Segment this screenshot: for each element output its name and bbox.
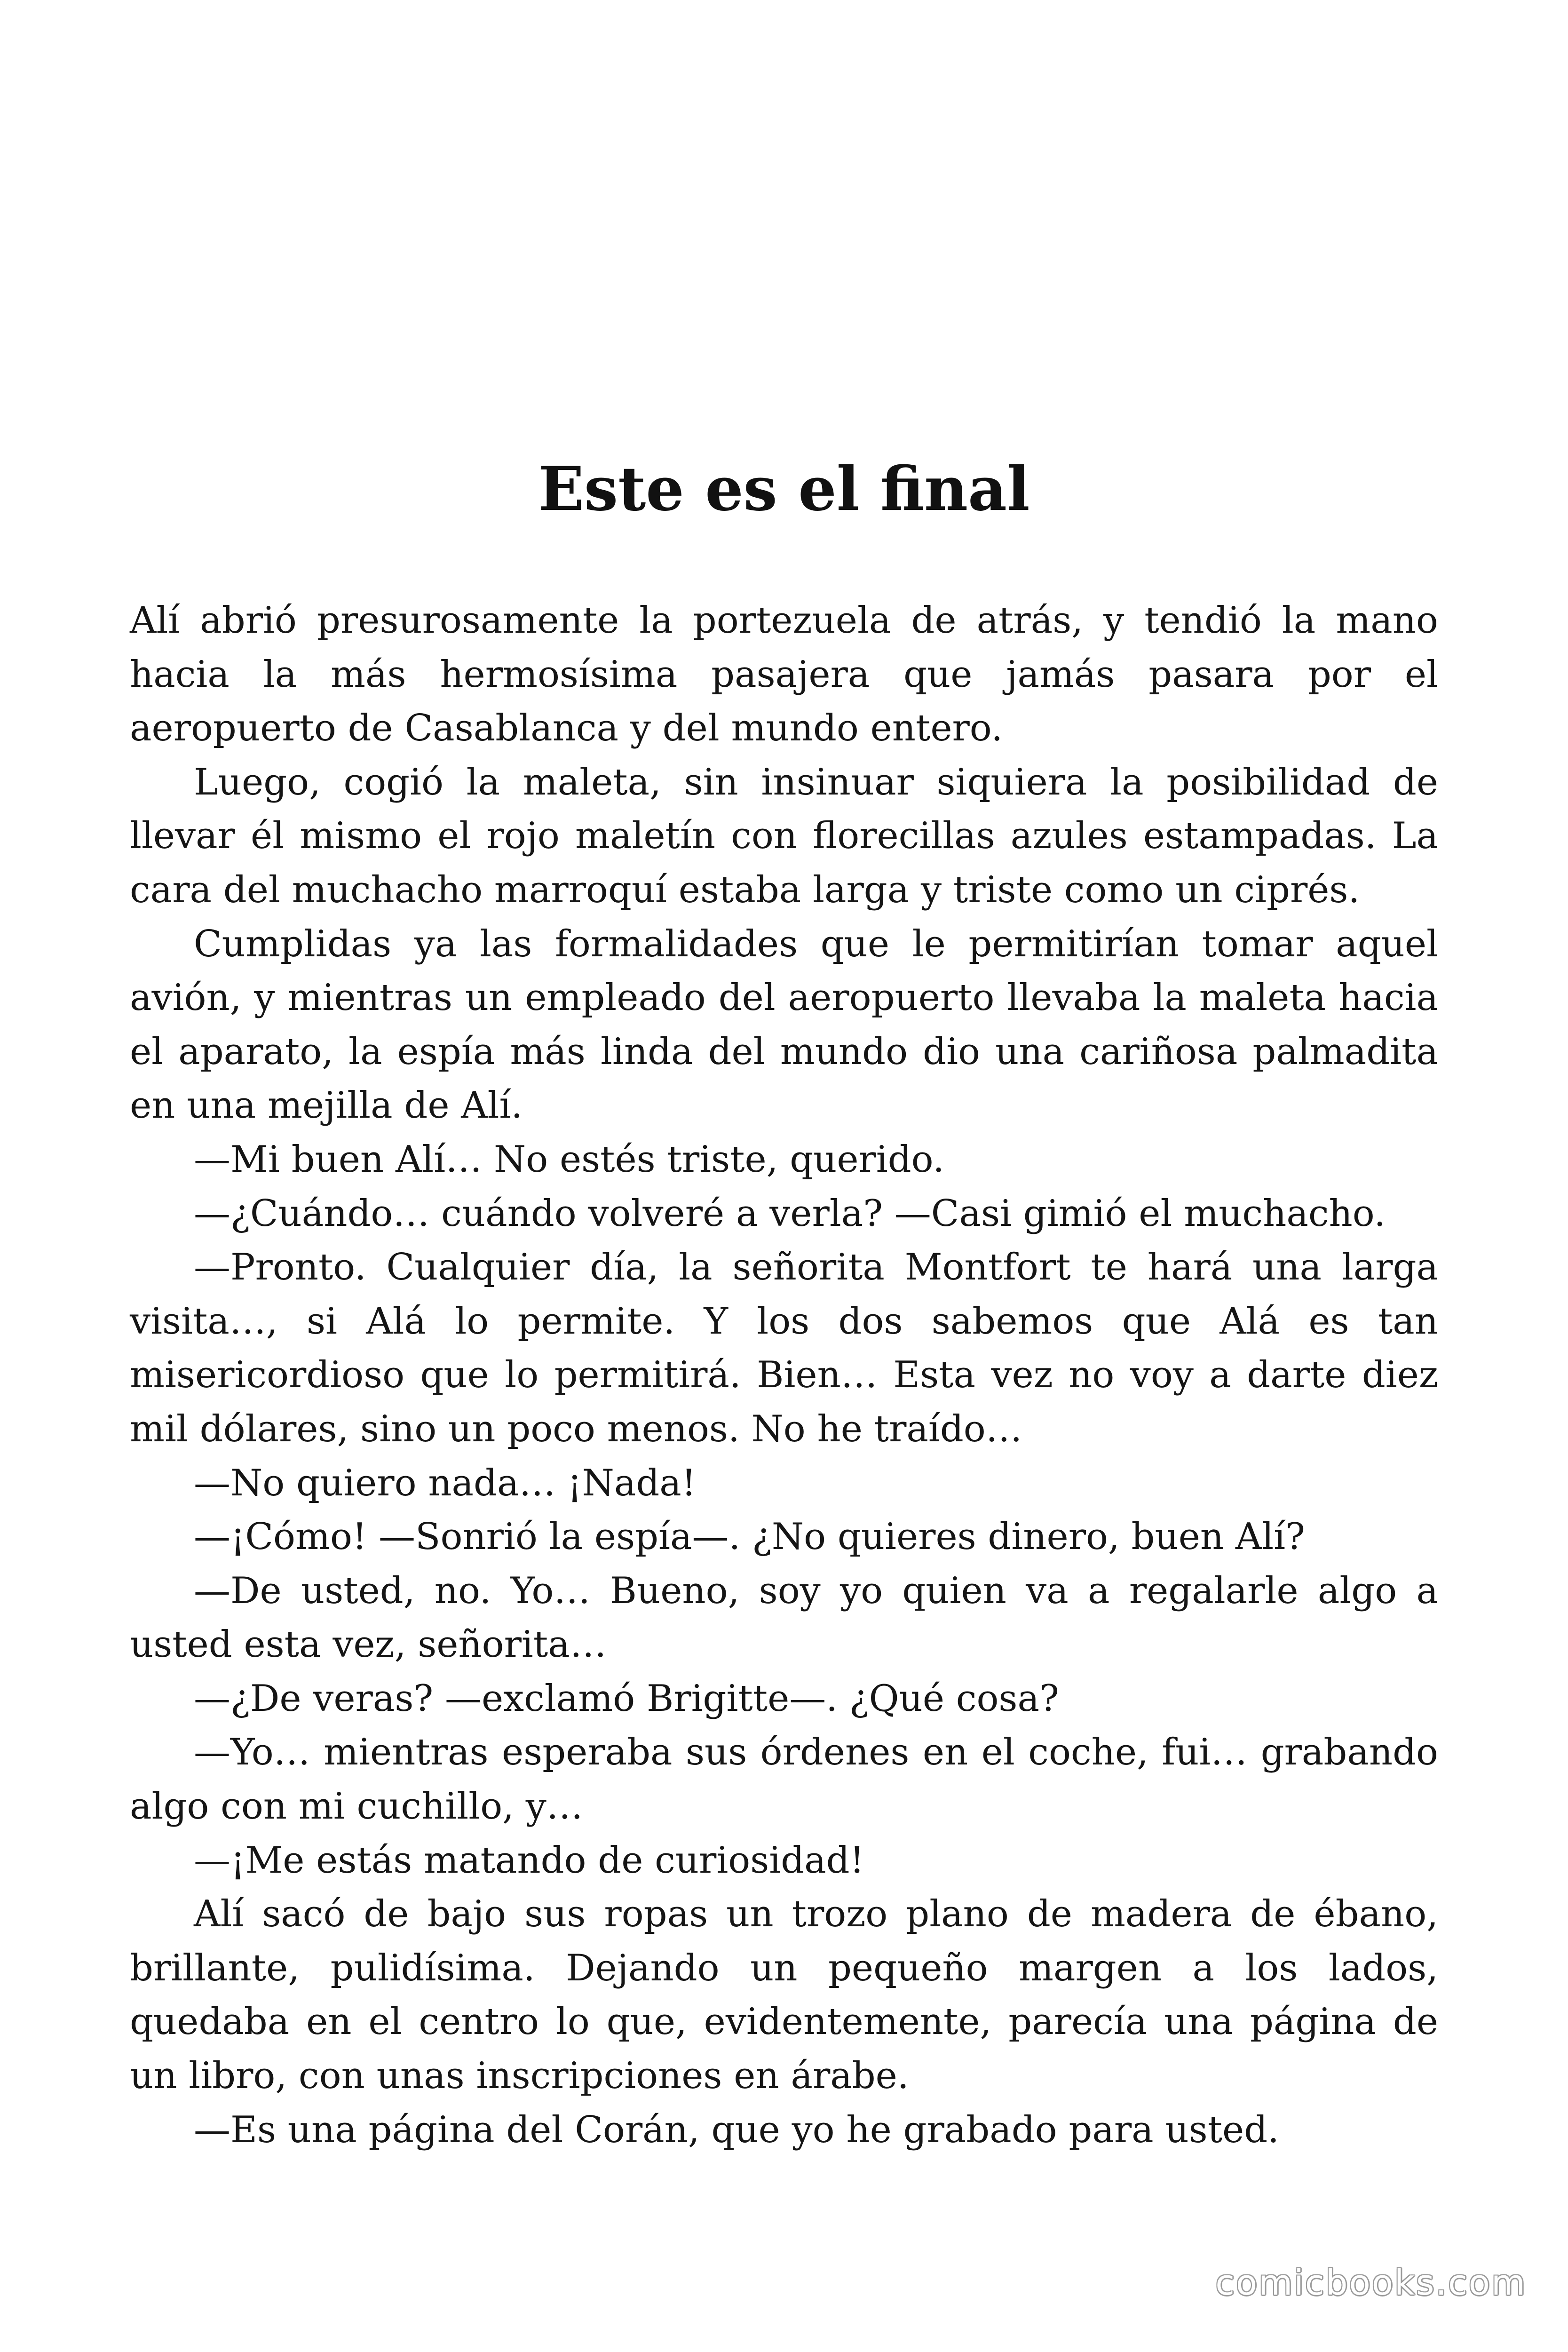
dialogue-line: —No quiero nada… ¡Nada!: [194, 1462, 697, 1504]
dialogue-line: —Es una página del Corán, que yo he grabado para usted.: [194, 2108, 1279, 2151]
dialogue-line: —¡Cómo! —Sonrió la espía—. ¿No quieres dinero, buen Alí?: [194, 1516, 1305, 1558]
dialogue-line: —Yo… mientras esperaba sus órdenes en el coche, fui… grabando algo con mi cuchillo, y…: [130, 1731, 1438, 1828]
paragraph: Cumplidas ya las formalidades que le permitirían tomar aquel avión, y mientras un empleado del aeropuerto llevaba la maleta hacia el aparato, la espía más linda del mundo dio una cariñosa palmadita en una mejilla de Alí.: [130, 922, 1438, 1127]
paragraph: Alí sacó de bajo sus ropas un trozo plano de madera de ébano, brillante, pulidísima. Dejando un pequeño margen a los lados, quedaba en el centro lo que, evidentemente, parecía una página de un libro, con unas inscripciones en árabe.: [130, 1893, 1438, 2098]
dialogue-line: —¡Me estás matando de curiosidad!: [194, 1839, 864, 1882]
watermark: comicbooks.com: [1215, 2263, 1527, 2303]
dialogue-line: —Pronto. Cualquier día, la señorita Montfort te hará una larga visita…, si Alá lo permite. Y los dos sabemos que Alá es tan misericordioso que lo permitirá. Bien… Esta vez no voy a darte diez mil dólares, sino un poco menos. No he traído…: [130, 1246, 1438, 1450]
dialogue-line: —De usted, no. Yo… Bueno, soy yo quien va a regalarle algo a usted esta vez, señorita…: [130, 1569, 1438, 1666]
dialogue-line: —¿Cuándo… cuándo volveré a verla? —Casi gimió el muchacho.: [194, 1192, 1386, 1235]
chapter-body: [130, 594, 1438, 2157]
paragraph: Luego, cogió la maleta, sin insinuar siquiera la posibilidad de llevar él mismo el rojo maletín con florecillas azules estampadas. La cara del muchacho marroquí estaba larga y triste como un ciprés.: [130, 761, 1438, 911]
paragraph: Alí abrió presurosamente la portezuela de atrás, y tendió la mano hacia la más hermosísima pasajera que jamás pasara por el aeropuerto de Casablanca y del mundo entero.: [130, 599, 1438, 750]
dialogue-line: —Mi buen Alí… No estés triste, querido.: [194, 1138, 945, 1181]
chapter-title: Este es el final: [538, 454, 1030, 524]
dialogue-line: —¿De veras? —exclamó Brigitte—. ¿Qué cosa?: [194, 1677, 1059, 1720]
